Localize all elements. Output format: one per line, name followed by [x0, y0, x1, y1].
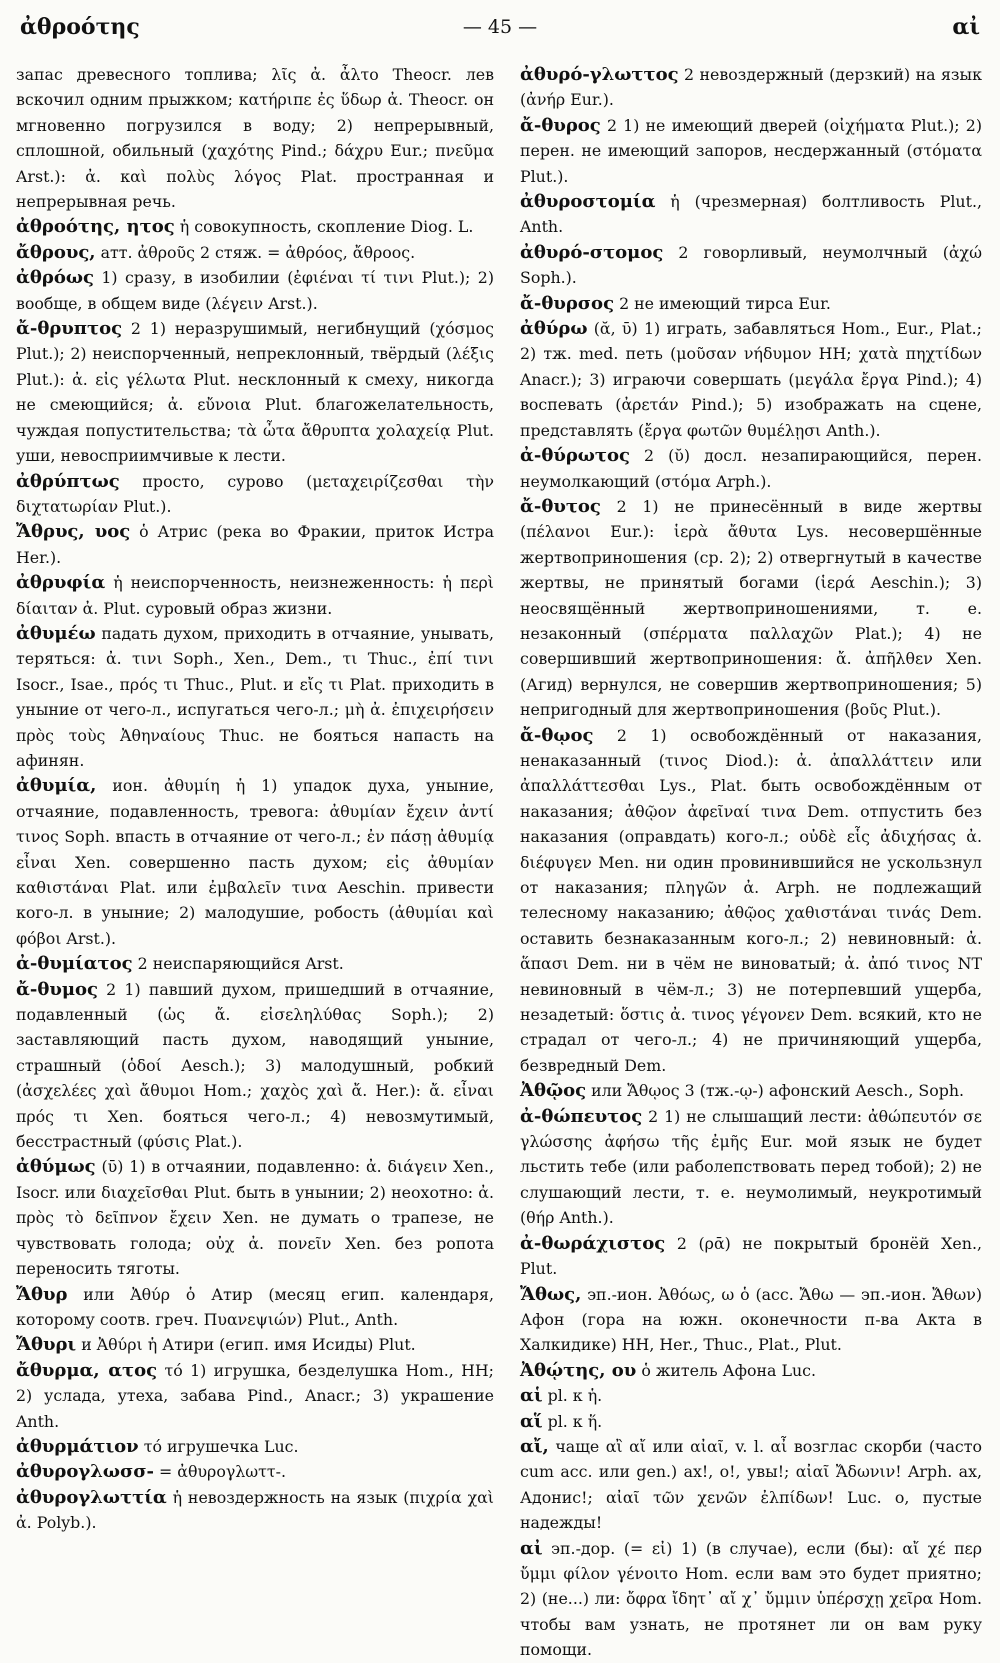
- entry-definition: 2 1) освобождённый от наказания, ненаказанный (τινος Diod.): ἀ. ἀπαλλάττειν или ἀπαλλάττεσθαι Lys., Plat. быть освобождённым от наказания; ἀθῷον ἀφεῖναί τινα Dem. отпустить без наказания (оправдать) кого-л.; οὐδὲ εἷς ἀδιχήσας ἀ. διέφυγεν Men. ни один провинившийся не ускользнул от наказания; πληγῶν ἀ. Arph. не подлежащий телесному наказанию; ἀθῷος χαθιστάναι τινάς Dem. оставить безнаказанным кого-л.; 2) невиновный: ἀ. ἅπασι Dem. ни в чём не виноватый; ἀ. ἀπό τινος NT невиновный в чём-л.; 3) не потерпевший ущерба, незадетый: ὅστις ἀ. τινος γέγονεν Dem. всякий, кто не страдал от чего-л.; 4) не причиняющий ущерба, безвредный Dem.: [520, 725, 982, 1075]
- entry-definition: pl. к ἡ.: [547, 1386, 603, 1406]
- entry-headword: ἀ-θώπευτος: [520, 1105, 643, 1127]
- dictionary-entry: [16, 62, 494, 214]
- entry-headword: Ἀθῴτης, ου: [520, 1359, 637, 1381]
- dictionary-entry: [16, 1332, 494, 1357]
- entry-headword: ἀθυροστομία: [520, 191, 656, 213]
- dictionary-entry: [16, 1459, 494, 1484]
- dictionary-entry: [16, 773, 494, 951]
- entry-definition: 2 1) не имеющий дверей (οἰχήματα Plut.); 2) перен. не имеющий запоров, несдержанный (στόματα Plut.).: [520, 115, 982, 186]
- dictionary-entry: [16, 570, 494, 621]
- dictionary-entry: [520, 443, 982, 494]
- entry-definition: или Ἄθῳος 3 (тж.-ῳ-) афонский Aesch., Soph.: [591, 1081, 965, 1101]
- dictionary-entry: [16, 1154, 494, 1281]
- dictionary-entry: [520, 291, 982, 316]
- entry-headword: ἀ-θύρωτος: [520, 445, 631, 467]
- dictionary-entry: [520, 1104, 982, 1231]
- entry-definition: просто, сурово (μεταχειρίζεσθαι τὴν διχτατωρίαν Plut.).: [16, 471, 494, 516]
- entry-headword: ἄ-θυμος: [16, 978, 98, 1000]
- entry-definition: ἡ совокупность, скопление Diog. L.: [179, 217, 474, 237]
- entry-definition: 2 (ρᾱ) не покрытый бронёй Xen., Plut.: [520, 1233, 982, 1279]
- entry-headword: Ἄθρυς, υος: [16, 521, 131, 543]
- entry-headword: αἴ,: [520, 1435, 549, 1457]
- entry-definition: ἡ неиспорченность, неизнеженность: ἡ περὶ δίαιταν ἀ. Plut. суровый образ жизни.: [16, 573, 495, 618]
- entry-definition: 2 1) не принесённый в виде жертвы (πέλανοι Eur.): ἱερὰ ἄθυτα Lys. несовершённые жертвоприношения (ср. 2); 2) отвергнутый в качестве жертвы, не принятый богами (ἱερά Aeschin.); 3) неосвящённый жертвоприношениями, т. е. незаконный (σπέρματα παλλαχῶν Plat.); 4) не совершивший жертвоприношения: ἄ. ἀπῆλθεν Xen. (Агид) вернулся, не совершив жертвоприношения; 5) непригодный для жертвоприношения (βοῦς Plut.).: [520, 496, 982, 720]
- entry-headword: ἀθρόως: [16, 267, 94, 289]
- entry-headword: Ἄθυρ: [16, 1283, 68, 1305]
- entry-headword: ἀθυμία,: [16, 775, 97, 797]
- entry-definition: чаще αἲ αἴ или αἰαῖ, v. l. αἶ возглас скорби (часто cum acc. или gen.) ах!, о!, увы!; αἰαῖ Ἄδωνιν! Arph. ах, Адонис!; αἰαῖ τῶν χενῶν ἐλπίδων! Luc. о, пустые надежды!: [520, 1436, 982, 1533]
- entry-definition: и Ἀθύρι ἡ Атири (егип. имя Исиды) Plut.: [81, 1335, 416, 1355]
- entry-headword: αἵ: [520, 1410, 543, 1432]
- page-number: — 45 —: [462, 16, 538, 38]
- left-column: [16, 62, 495, 1533]
- entry-definition: 1) сразу, в изобилии (ἐφιέναι τί τινι Plut.); 2) вообще, в общем виде (λέγειν Arst.).: [16, 268, 494, 313]
- dictionary-entry: [520, 113, 982, 189]
- entry-headword: Ἄθως,: [520, 1283, 582, 1305]
- entry-headword: ἀθρυφία: [16, 572, 106, 594]
- dictionary-entry: [520, 1358, 982, 1383]
- entry-headword: ἄ-θῳος: [520, 724, 594, 746]
- dictionary-entry: [16, 951, 494, 976]
- entry-definition: запас древесного топлива; λῖς ἀ. ἆλτο Theocr. лев вскочил одним прыжком; κατήριπε ἐς ὕδωρ ἀ. Theocr. он мгновенно погрузился в воду; 2) непрерывный, сплошной, обильный (χαχότης Pind.; δάχρυ Eur.; πνεῦμα Arst.): ἀ. καὶ πολὺς λόγος Plat. пространная и непрерывная речь.: [16, 65, 494, 212]
- entry-definition: 2 (ῠ) досл. незапирающийся, перен. неумолкающий (στόμα Arph.).: [520, 446, 982, 491]
- dictionary-entry: [16, 240, 494, 265]
- entry-headword: ἀ-θυμίατος: [16, 953, 133, 975]
- entry-definition: эп.-ион. Ἀθόως, ω ὁ (acc. Ἄθω — эп.-ион. Ἄθων) Афон (гора на южн. оконечности п-ва Акта в Халкидике) HH, Her., Thuc., Plat., Plut.: [520, 1284, 982, 1355]
- entry-headword: ἄ-θυτος: [520, 495, 601, 517]
- dictionary-entry: [16, 519, 494, 570]
- dictionary-entry: [16, 1358, 494, 1434]
- dictionary-entry: [520, 1434, 982, 1536]
- entry-headword: Ἀθῷος: [520, 1080, 587, 1102]
- dictionary-entry: [520, 723, 982, 1079]
- header-right-headword: αἰ: [952, 14, 980, 40]
- entry-headword: Ἄθυρι: [16, 1334, 77, 1356]
- entry-definition: pl. к ἥ.: [547, 1411, 603, 1431]
- entry-definition: τό 1) игрушка, безделушка Hom., HH; 2) услада, утеха, забава Pind., Anacr.; 3) украшение Anth.: [16, 1360, 494, 1431]
- entry-definition: 2 1) не слышащий лести: ἀθώπευτόν σε γλώσσης ἀφήσω τῆς ἐμῆς Eur. мой язык не будет льстить тебе (или раболепствовать перед тобой); 2) не слушающий лести, т. е. неумолимый, неукротимый (θήρ Anth.).: [520, 1106, 982, 1228]
- dictionary-entry: [520, 189, 982, 240]
- entry-headword: ἄ-θυρος: [520, 114, 601, 136]
- dictionary-entry: [16, 316, 494, 468]
- entry-headword: ἄ-θυρσος: [520, 292, 615, 314]
- entry-headword: ἀθρύπτως: [16, 470, 120, 492]
- entry-definition: падать духом, приходить в отчаяние, унывать, теряться: ἀ. τινι Soph., Xen., Dem., τι Thuc., ἐπί τινι Isocr., Isae., πρός τι Thuc., Plut. и εἴς τι Plat. приходить в уныние от чего-л., испугаться чего-л.; μὴ ἀ. ἐπιχειρήσειν πρὸς τοὺς Ἀθηναίους Thuc. не бояться напасть на афинян.: [16, 623, 494, 770]
- entry-definition: 2 говорливый, неумолчный (ἀχώ Soph.).: [520, 242, 982, 288]
- right-column: [520, 62, 982, 1660]
- entry-definition: 2 не имеющий тирса Eur.: [619, 293, 831, 313]
- dictionary-entry: [520, 1078, 982, 1103]
- dictionary-entry: [520, 1282, 982, 1358]
- dictionary-entry: [16, 265, 494, 316]
- entry-definition: (ῡ) 1) в отчаянии, подавленно: ἀ. διάγειν Xen., Isocr. или διαχεῖσθαι Plut. быть в унынии; 2) неохотно: ἀ. πρὸς τὸ δεῖπνον ἔχειν Xen. не думать о трапезе, не чувствовать голода; οὐχ ἀ. πονεῖν Xen. без ропота переносить тяготы.: [16, 1157, 494, 1279]
- dictionary-entry: [520, 1383, 982, 1408]
- dictionary-entry: [520, 1409, 982, 1434]
- entry-headword: ἀθύμως: [16, 1156, 96, 1178]
- entry-headword: ἀθυρμάτιον: [16, 1435, 139, 1457]
- entry-definition: ὁ житель Афона Luc.: [641, 1360, 817, 1380]
- two-column-body: [16, 62, 988, 1660]
- dictionary-entry: [520, 494, 982, 723]
- dictionary-entry: [16, 977, 494, 1155]
- entry-definition: или Ἀθύρ ὁ Атир (месяц егип. календаря, которому соотв. греч. Πυανεψιών) Plut., Anth.: [16, 1284, 494, 1329]
- dictionary-entry: [16, 469, 494, 520]
- entry-headword: ἀθυρογλωττία: [16, 1486, 167, 1508]
- entry-definition: атт. ἀθροῦς 2 стяж. = ἀθρόος, ἄθροος.: [100, 242, 416, 262]
- entry-headword: ἀθύρω: [520, 318, 588, 340]
- entry-definition: 2 1) неразрушимый, негибнущий (χόσμος Plut.); 2) неиспорченный, непреклонный, твёрдый (λέξις Plut.): ἀ. εἰς γέλωτα Plut. несклонный к смеху, никогда не смеющийся; ἀ. εὔνοια Plut. благожелательность, чуждая попустительства; τὰ ὦτα ἄθρυπτα χολαχείᾳ Plut. уши, невосприимчивые к лести.: [16, 319, 494, 466]
- entry-definition: ἡ невоздержность на язык (πιχρία χαὶ ἀ. Polyb.).: [16, 1487, 495, 1533]
- dictionary-entry: [520, 1536, 982, 1663]
- header-left-headword: ἀθροότης: [20, 14, 140, 40]
- entry-definition: τό игрушечка Luc.: [143, 1436, 299, 1456]
- entry-headword: ἀθυμέω: [16, 622, 96, 644]
- entry-definition: ἡ (чрезмерная) болтливость Plut., Anth.: [520, 192, 982, 237]
- entry-definition: ион. ἀθυμίη ἡ 1) упадок духа, уныние, отчаяние, подавленность, тревога: ἀθυμίαν ἔχειν ἀντί τινος Soph. впасть в отчаяние от чего-л.; ἐν πάσῃ ἀθυμίᾳ εἶναι Xen. совершенно пасть духом; εἰς ἀθυμίαν καθιστάναι Plat. или ἐμβαλεῖν τινα Aeschin. привести кого-л. в уныние; 2) малодушие, робость (ἀθυμίαι καὶ φόβοι Arst.).: [16, 776, 494, 948]
- entry-headword: ἄθρους,: [16, 241, 96, 263]
- dictionary-entry: [16, 1282, 494, 1333]
- entry-definition: 2 неиспаряющийся Arst.: [137, 954, 344, 974]
- entry-headword: ἄ-θρυπτος: [16, 318, 123, 340]
- entry-definition: ὁ Атрис (река во Фракии, приток Истра Her.).: [16, 522, 494, 567]
- entry-definition: 2 невоздержный (дерзкий) на язык (ἀνήρ Eur.).: [520, 65, 982, 110]
- dictionary-entry: [16, 1485, 494, 1536]
- entry-definition: (ᾰ, ῡ) 1) играть, забавляться Hom., Eur., Plat.; 2) тж. med. петь (μοῦσαν νήδυμον HH; χατὰ πηχτίδων Anacr.); 3) играючи совершать (μεγάλα ἔργα Pind.); 4) воспевать (ἀρετάν Pind.); 5) изображать на сцене, представлять (ἔργα φωτῶν θυμέλῃσι Anth.).: [520, 319, 982, 440]
- entry-headword: αἱ: [520, 1385, 543, 1407]
- entry-definition: эп.-дор. (= εἰ) 1) (в случае), если (бы): αἴ χέ περ ὔμμι φίλον γένοιτο Hom. если вам это будет приятно; 2) (не...) ли: ὄφρα ἴδητ᾽ αἴ χ᾽ ὔμμιν ὑπέρσχῃ χεῖρα Hom. чтобы вам узнать, не протянет ли он вам руку помощи.: [520, 1538, 982, 1660]
- entry-definition: = ἀθυρογλωττ-.: [159, 1462, 287, 1482]
- entry-headword: ἀθυρό-στομος: [520, 241, 664, 263]
- entry-headword: ἀ-θωράχιστος: [520, 1232, 666, 1254]
- dictionary-entry: [520, 240, 982, 291]
- entry-headword: αἰ: [520, 1537, 543, 1559]
- entry-headword: ἀθροότης, ητος: [16, 216, 175, 238]
- page-header: [16, 8, 984, 48]
- dictionary-entry: [520, 62, 982, 113]
- entry-headword: ἀθυρογλωσσ-: [16, 1461, 154, 1483]
- entry-definition: 2 1) павший духом, пришедший в отчаяние, подавленный (ὡς ἄ. εἰσεληλύθας Soph.); 2) заставляющий пасть духом, наводящий уныние, страшный (ὁδοί Aesch.); 3) малодушный, робкий (ἀσχελέες χαὶ ἄθυμοι Hom.; χαχὸς χαὶ ἄ. Her.): ἄ. εἶναι πρός τι Xen. бояться чего-л.; 4) невозмутимый, бесстрастный (φύσις Plat.).: [16, 979, 494, 1152]
- entry-headword: ἀθυρό-γλωττος: [520, 64, 679, 85]
- dictionary-entry: [16, 621, 494, 773]
- dictionary-entry: [520, 316, 982, 443]
- dictionary-entry: [16, 1434, 494, 1459]
- dictionary-entry: [16, 214, 494, 239]
- entry-headword: ἄθυρμα, ατος: [16, 1359, 158, 1381]
- dictionary-entry: [520, 1231, 982, 1282]
